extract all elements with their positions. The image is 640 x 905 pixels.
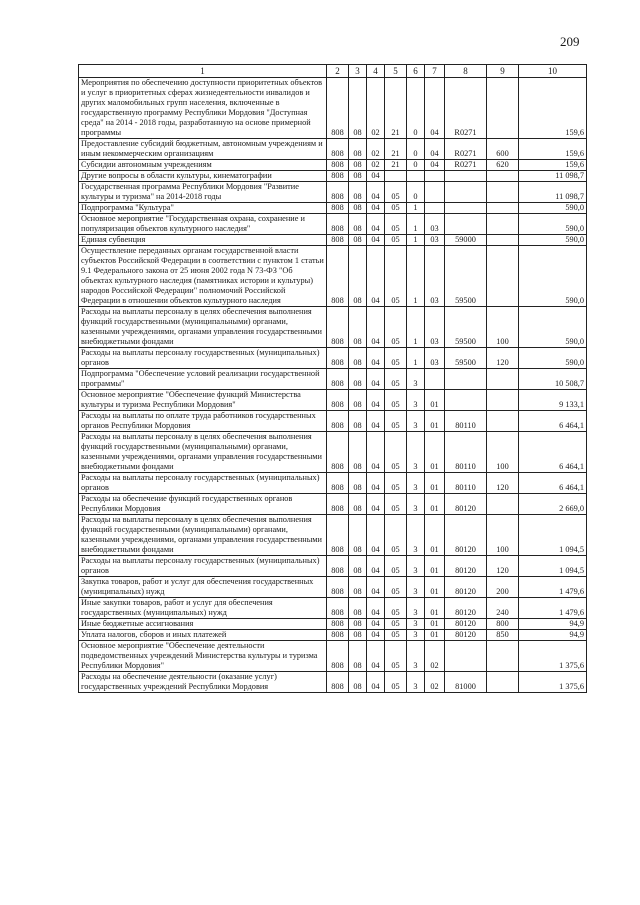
code-admin: 808 [327, 203, 349, 214]
code-program: 05 [385, 672, 407, 693]
code-expense-type: 120 [487, 348, 519, 369]
code-direction: 80120 [445, 556, 487, 577]
table-row [79, 307, 587, 348]
row-name: Расходы на выплаты персоналу государственных (муниципальных) органов [79, 348, 327, 369]
code-subsection: 04 [367, 619, 385, 630]
code-expense-type [487, 494, 519, 515]
code-subsection: 04 [367, 171, 385, 182]
code-direction: 81000 [445, 672, 487, 693]
code-section: 08 [349, 598, 367, 619]
code-direction: 80110 [445, 411, 487, 432]
row-name: Осуществление переданных органам государственной власти субъектов Российской Федерации в соответствии с пунктом 1 статьи 9.1 Федерального закона от 25 июня 2002 года N 73-ФЗ "Об объектах культурного наследия (памятниках истории и культуры) народов Российской Федерации" полномочий Российской Федерации в отношении объектов культурного наследия [79, 246, 327, 307]
code-section: 08 [349, 235, 367, 246]
code-direction: 80120 [445, 494, 487, 515]
row-name: Расходы на обеспечение функций государственных органов Республики Мордовия [79, 494, 327, 515]
code-subprogram: 3 [407, 630, 425, 641]
code-subsection: 02 [367, 78, 385, 139]
code-event: 04 [425, 160, 445, 171]
row-amount: 590,0 [519, 246, 587, 307]
code-direction: 59500 [445, 246, 487, 307]
code-expense-type [487, 78, 519, 139]
code-direction [445, 171, 487, 182]
code-event: 01 [425, 515, 445, 556]
code-direction [445, 369, 487, 390]
code-subprogram: 1 [407, 203, 425, 214]
code-program: 05 [385, 214, 407, 235]
row-amount: 6 464,1 [519, 411, 587, 432]
code-program: 05 [385, 307, 407, 348]
code-event: 01 [425, 411, 445, 432]
row-amount: 159,6 [519, 160, 587, 171]
row-name: Предоставление субсидий бюджетным, автономным учреждениям и иным некоммерческим организациям [79, 139, 327, 160]
table-row [79, 182, 587, 203]
table-row [79, 214, 587, 235]
row-name: Подпрограмма "Культура" [79, 203, 327, 214]
code-subsection: 04 [367, 203, 385, 214]
code-direction: 80120 [445, 577, 487, 598]
code-program: 05 [385, 246, 407, 307]
row-amount: 590,0 [519, 203, 587, 214]
code-direction [445, 182, 487, 203]
table-row [79, 641, 587, 672]
table-row [79, 203, 587, 214]
code-admin: 808 [327, 390, 349, 411]
code-admin: 808 [327, 160, 349, 171]
table-row [79, 494, 587, 515]
code-program: 21 [385, 78, 407, 139]
code-subsection: 04 [367, 411, 385, 432]
code-direction: 80120 [445, 515, 487, 556]
header-cell: 2 [327, 65, 349, 78]
row-name: Основное мероприятие "Обеспечение функций Министерства культуры и туризма Республики Мордовия" [79, 390, 327, 411]
code-program: 05 [385, 390, 407, 411]
code-section: 08 [349, 214, 367, 235]
header-row [79, 65, 587, 78]
code-admin: 808 [327, 78, 349, 139]
code-event: 03 [425, 235, 445, 246]
row-name: Основное мероприятие "Государственная охрана, сохранение и популяризация объектов культурного наследия" [79, 214, 327, 235]
code-expense-type [487, 641, 519, 672]
row-amount: 11 098,7 [519, 182, 587, 203]
code-admin: 808 [327, 348, 349, 369]
code-section: 08 [349, 139, 367, 160]
row-amount: 11 098,7 [519, 171, 587, 182]
code-event: 01 [425, 577, 445, 598]
code-expense-type: 100 [487, 307, 519, 348]
header-cell: 10 [519, 65, 587, 78]
row-name: Расходы на выплаты персоналу государственных (муниципальных) органов [79, 556, 327, 577]
code-subsection: 04 [367, 348, 385, 369]
code-program: 05 [385, 182, 407, 203]
code-section: 08 [349, 577, 367, 598]
code-subsection: 04 [367, 390, 385, 411]
code-expense-type: 100 [487, 432, 519, 473]
row-amount: 94,9 [519, 630, 587, 641]
table-row [79, 390, 587, 411]
code-section: 08 [349, 203, 367, 214]
code-program: 05 [385, 494, 407, 515]
code-direction: 59500 [445, 307, 487, 348]
code-section: 08 [349, 473, 367, 494]
code-program: 05 [385, 369, 407, 390]
code-expense-type [487, 672, 519, 693]
code-program: 05 [385, 432, 407, 473]
row-name: Расходы на выплаты персоналу в целях обеспечения выполнения функций государственными (муниципальными) органами, казенными учреждениями, органами управления государственными внебюджетными фондами [79, 515, 327, 556]
code-expense-type [487, 390, 519, 411]
code-section: 08 [349, 182, 367, 203]
row-amount: 1 094,5 [519, 515, 587, 556]
code-event [425, 203, 445, 214]
table-row [79, 432, 587, 473]
code-program [385, 171, 407, 182]
code-subprogram: 3 [407, 619, 425, 630]
code-program: 05 [385, 411, 407, 432]
code-section: 08 [349, 672, 367, 693]
code-direction: R0271 [445, 78, 487, 139]
code-expense-type [487, 171, 519, 182]
table-row [79, 411, 587, 432]
code-admin: 808 [327, 307, 349, 348]
code-subprogram: 3 [407, 411, 425, 432]
row-amount: 590,0 [519, 348, 587, 369]
header-cell: 8 [445, 65, 487, 78]
code-section: 08 [349, 171, 367, 182]
code-event: 01 [425, 556, 445, 577]
code-event: 04 [425, 139, 445, 160]
code-direction [445, 203, 487, 214]
code-expense-type [487, 369, 519, 390]
row-amount: 159,6 [519, 78, 587, 139]
row-name: Мероприятия по обеспечению доступности приоритетных объектов и услуг в приоритетных сферах жизнедеятельности инвалидов и других маломобильных групп населения, включенные в государственную программу Республики Мордовия "Доступная среда" на 2014 - 2018 годы, разработанную на основе примерной программы [79, 78, 327, 139]
code-expense-type [487, 214, 519, 235]
code-subsection: 04 [367, 577, 385, 598]
code-event: 01 [425, 494, 445, 515]
code-subprogram [407, 171, 425, 182]
header-cell: 3 [349, 65, 367, 78]
code-subprogram: 3 [407, 641, 425, 672]
code-subprogram: 3 [407, 515, 425, 556]
row-amount: 1 375,6 [519, 672, 587, 693]
code-expense-type: 600 [487, 139, 519, 160]
code-section: 08 [349, 494, 367, 515]
code-program: 05 [385, 630, 407, 641]
code-admin: 808 [327, 473, 349, 494]
table-row [79, 672, 587, 693]
row-name: Расходы на выплаты персоналу в целях обеспечения выполнения функций государственными (муниципальными) органами, казенными учреждениями, органами управления государственными внебюджетными фондами [79, 307, 327, 348]
code-subprogram: 0 [407, 182, 425, 203]
code-subsection: 04 [367, 630, 385, 641]
code-direction [445, 390, 487, 411]
code-admin: 808 [327, 369, 349, 390]
table-body [79, 78, 587, 693]
code-event: 03 [425, 214, 445, 235]
row-amount: 1 479,6 [519, 577, 587, 598]
row-amount: 590,0 [519, 235, 587, 246]
row-amount: 6 464,1 [519, 432, 587, 473]
code-subsection: 04 [367, 432, 385, 473]
code-program: 05 [385, 641, 407, 672]
row-name: Расходы на выплаты персоналу в целях обеспечения выполнения функций государственными (муниципальными) органами, казенными учреждениями, органами управления государственными внебюджетными фондами [79, 432, 327, 473]
code-event: 01 [425, 598, 445, 619]
code-direction: 80120 [445, 598, 487, 619]
row-amount: 159,6 [519, 139, 587, 160]
row-amount: 6 464,1 [519, 473, 587, 494]
code-subsection: 04 [367, 641, 385, 672]
code-admin: 808 [327, 598, 349, 619]
code-section: 08 [349, 432, 367, 473]
table-row [79, 246, 587, 307]
code-subprogram: 3 [407, 369, 425, 390]
code-subsection: 04 [367, 473, 385, 494]
code-subprogram: 3 [407, 432, 425, 473]
table-row [79, 78, 587, 139]
code-direction: 59000 [445, 235, 487, 246]
code-subprogram: 1 [407, 246, 425, 307]
code-admin: 808 [327, 494, 349, 515]
code-expense-type [487, 203, 519, 214]
code-subsection: 02 [367, 160, 385, 171]
code-direction: 80120 [445, 619, 487, 630]
code-section: 08 [349, 369, 367, 390]
code-program: 21 [385, 160, 407, 171]
code-subprogram: 3 [407, 390, 425, 411]
code-expense-type: 800 [487, 619, 519, 630]
code-expense-type [487, 235, 519, 246]
code-event: 02 [425, 672, 445, 693]
code-admin: 808 [327, 630, 349, 641]
code-section: 08 [349, 160, 367, 171]
row-name: Закупка товаров, работ и услуг для обеспечения государственных (муниципальных) нужд [79, 577, 327, 598]
row-name: Иные бюджетные ассигнования [79, 619, 327, 630]
row-name: Расходы на обеспечение деятельности (оказание услуг) государственных учреждений Республики Мордовия [79, 672, 327, 693]
code-section: 08 [349, 246, 367, 307]
code-admin: 808 [327, 556, 349, 577]
code-subsection: 04 [367, 672, 385, 693]
table-row [79, 139, 587, 160]
table-row [79, 348, 587, 369]
table-row [79, 171, 587, 182]
code-event [425, 182, 445, 203]
row-name: Уплата налогов, сборов и иных платежей [79, 630, 327, 641]
code-section: 08 [349, 78, 367, 139]
code-subsection: 04 [367, 182, 385, 203]
code-subsection: 04 [367, 235, 385, 246]
row-name: Субсидии автономным учреждениям [79, 160, 327, 171]
row-amount: 94,9 [519, 619, 587, 630]
code-admin: 808 [327, 577, 349, 598]
code-admin: 808 [327, 641, 349, 672]
code-event: 01 [425, 619, 445, 630]
code-section: 08 [349, 348, 367, 369]
code-admin: 808 [327, 619, 349, 630]
header-cell: 6 [407, 65, 425, 78]
row-name: Другие вопросы в области культуры, кинематографии [79, 171, 327, 182]
row-amount: 1 479,6 [519, 598, 587, 619]
code-subprogram: 1 [407, 348, 425, 369]
table-row [79, 235, 587, 246]
code-event: 01 [425, 630, 445, 641]
page-number: 209 [560, 34, 580, 49]
table-row [79, 515, 587, 556]
code-event: 03 [425, 246, 445, 307]
code-event: 03 [425, 307, 445, 348]
code-direction [445, 641, 487, 672]
code-expense-type [487, 246, 519, 307]
code-subprogram: 0 [407, 139, 425, 160]
row-amount: 590,0 [519, 307, 587, 348]
code-subprogram: 1 [407, 214, 425, 235]
code-subprogram: 3 [407, 598, 425, 619]
code-expense-type: 850 [487, 630, 519, 641]
table-row [79, 630, 587, 641]
code-admin: 808 [327, 139, 349, 160]
code-section: 08 [349, 515, 367, 556]
row-amount: 590,0 [519, 214, 587, 235]
code-direction: 80110 [445, 432, 487, 473]
code-subprogram: 1 [407, 235, 425, 246]
code-admin: 808 [327, 235, 349, 246]
code-program: 05 [385, 577, 407, 598]
code-expense-type: 200 [487, 577, 519, 598]
code-section: 08 [349, 641, 367, 672]
header-cell: 5 [385, 65, 407, 78]
table-row [79, 369, 587, 390]
code-subsection: 04 [367, 369, 385, 390]
row-name: Иные закупки товаров, работ и услуг для обеспечения государственных (муниципальных) нужд [79, 598, 327, 619]
code-subprogram: 3 [407, 473, 425, 494]
code-direction [445, 214, 487, 235]
code-subsection: 04 [367, 494, 385, 515]
table-row [79, 577, 587, 598]
code-subprogram: 0 [407, 78, 425, 139]
code-section: 08 [349, 390, 367, 411]
table-row [79, 598, 587, 619]
table-row [79, 619, 587, 630]
header-cell: 7 [425, 65, 445, 78]
code-admin: 808 [327, 214, 349, 235]
row-name: Подпрограмма "Обеспечение условий реализации государственной программы" [79, 369, 327, 390]
code-direction: R0271 [445, 139, 487, 160]
code-admin: 808 [327, 672, 349, 693]
code-subsection: 04 [367, 307, 385, 348]
code-program: 05 [385, 348, 407, 369]
code-admin: 808 [327, 182, 349, 203]
code-subsection: 04 [367, 598, 385, 619]
code-event: 04 [425, 78, 445, 139]
code-program: 05 [385, 235, 407, 246]
code-expense-type: 240 [487, 598, 519, 619]
code-subprogram: 3 [407, 577, 425, 598]
code-event: 02 [425, 641, 445, 672]
code-program: 05 [385, 598, 407, 619]
code-event: 03 [425, 348, 445, 369]
header-cell: 9 [487, 65, 519, 78]
table-row [79, 160, 587, 171]
code-subsection: 04 [367, 246, 385, 307]
code-admin: 808 [327, 515, 349, 556]
code-expense-type: 120 [487, 556, 519, 577]
code-subsection: 02 [367, 139, 385, 160]
code-subprogram: 0 [407, 160, 425, 171]
code-program: 21 [385, 139, 407, 160]
code-section: 08 [349, 619, 367, 630]
code-subsection: 04 [367, 515, 385, 556]
code-subsection: 04 [367, 556, 385, 577]
code-expense-type: 120 [487, 473, 519, 494]
code-subprogram: 3 [407, 672, 425, 693]
header-cell: 4 [367, 65, 385, 78]
code-expense-type: 100 [487, 515, 519, 556]
code-event [425, 369, 445, 390]
code-admin: 808 [327, 432, 349, 473]
code-program: 05 [385, 556, 407, 577]
code-event [425, 171, 445, 182]
code-section: 08 [349, 556, 367, 577]
code-section: 08 [349, 630, 367, 641]
table-row [79, 473, 587, 494]
code-subsection: 04 [367, 214, 385, 235]
code-admin: 808 [327, 246, 349, 307]
row-name: Единая субвенция [79, 235, 327, 246]
code-subprogram: 3 [407, 556, 425, 577]
row-amount: 1 094,5 [519, 556, 587, 577]
row-amount: 1 375,6 [519, 641, 587, 672]
code-section: 08 [349, 307, 367, 348]
code-event: 01 [425, 432, 445, 473]
row-name: Расходы на выплаты персоналу государственных (муниципальных) органов [79, 473, 327, 494]
row-amount: 10 508,7 [519, 369, 587, 390]
code-event: 01 [425, 390, 445, 411]
code-section: 08 [349, 411, 367, 432]
row-name: Основное мероприятие "Обеспечение деятельности подведомственных учреждений Министерства культуры и туризма Республики Мордовия" [79, 641, 327, 672]
code-expense-type: 620 [487, 160, 519, 171]
code-program: 05 [385, 619, 407, 630]
row-amount: 9 133,1 [519, 390, 587, 411]
code-event: 01 [425, 473, 445, 494]
code-expense-type [487, 182, 519, 203]
row-name: Государственная программа Республики Мордовия "Развитие культуры и туризма" на 2014-2018 годы [79, 182, 327, 203]
code-expense-type [487, 411, 519, 432]
code-program: 05 [385, 473, 407, 494]
code-direction: 80120 [445, 630, 487, 641]
table-row [79, 556, 587, 577]
code-program: 05 [385, 203, 407, 214]
code-subprogram: 1 [407, 307, 425, 348]
code-direction: R0271 [445, 160, 487, 171]
code-program: 05 [385, 515, 407, 556]
code-admin: 808 [327, 411, 349, 432]
code-direction: 59500 [445, 348, 487, 369]
code-direction: 80110 [445, 473, 487, 494]
row-amount: 2 669,0 [519, 494, 587, 515]
code-subprogram: 3 [407, 494, 425, 515]
budget-table [78, 64, 587, 693]
row-name: Расходы на выплаты по оплате труда работников государственных органов Республики Мордовия [79, 411, 327, 432]
code-admin: 808 [327, 171, 349, 182]
header-cell: 1 [79, 65, 327, 78]
